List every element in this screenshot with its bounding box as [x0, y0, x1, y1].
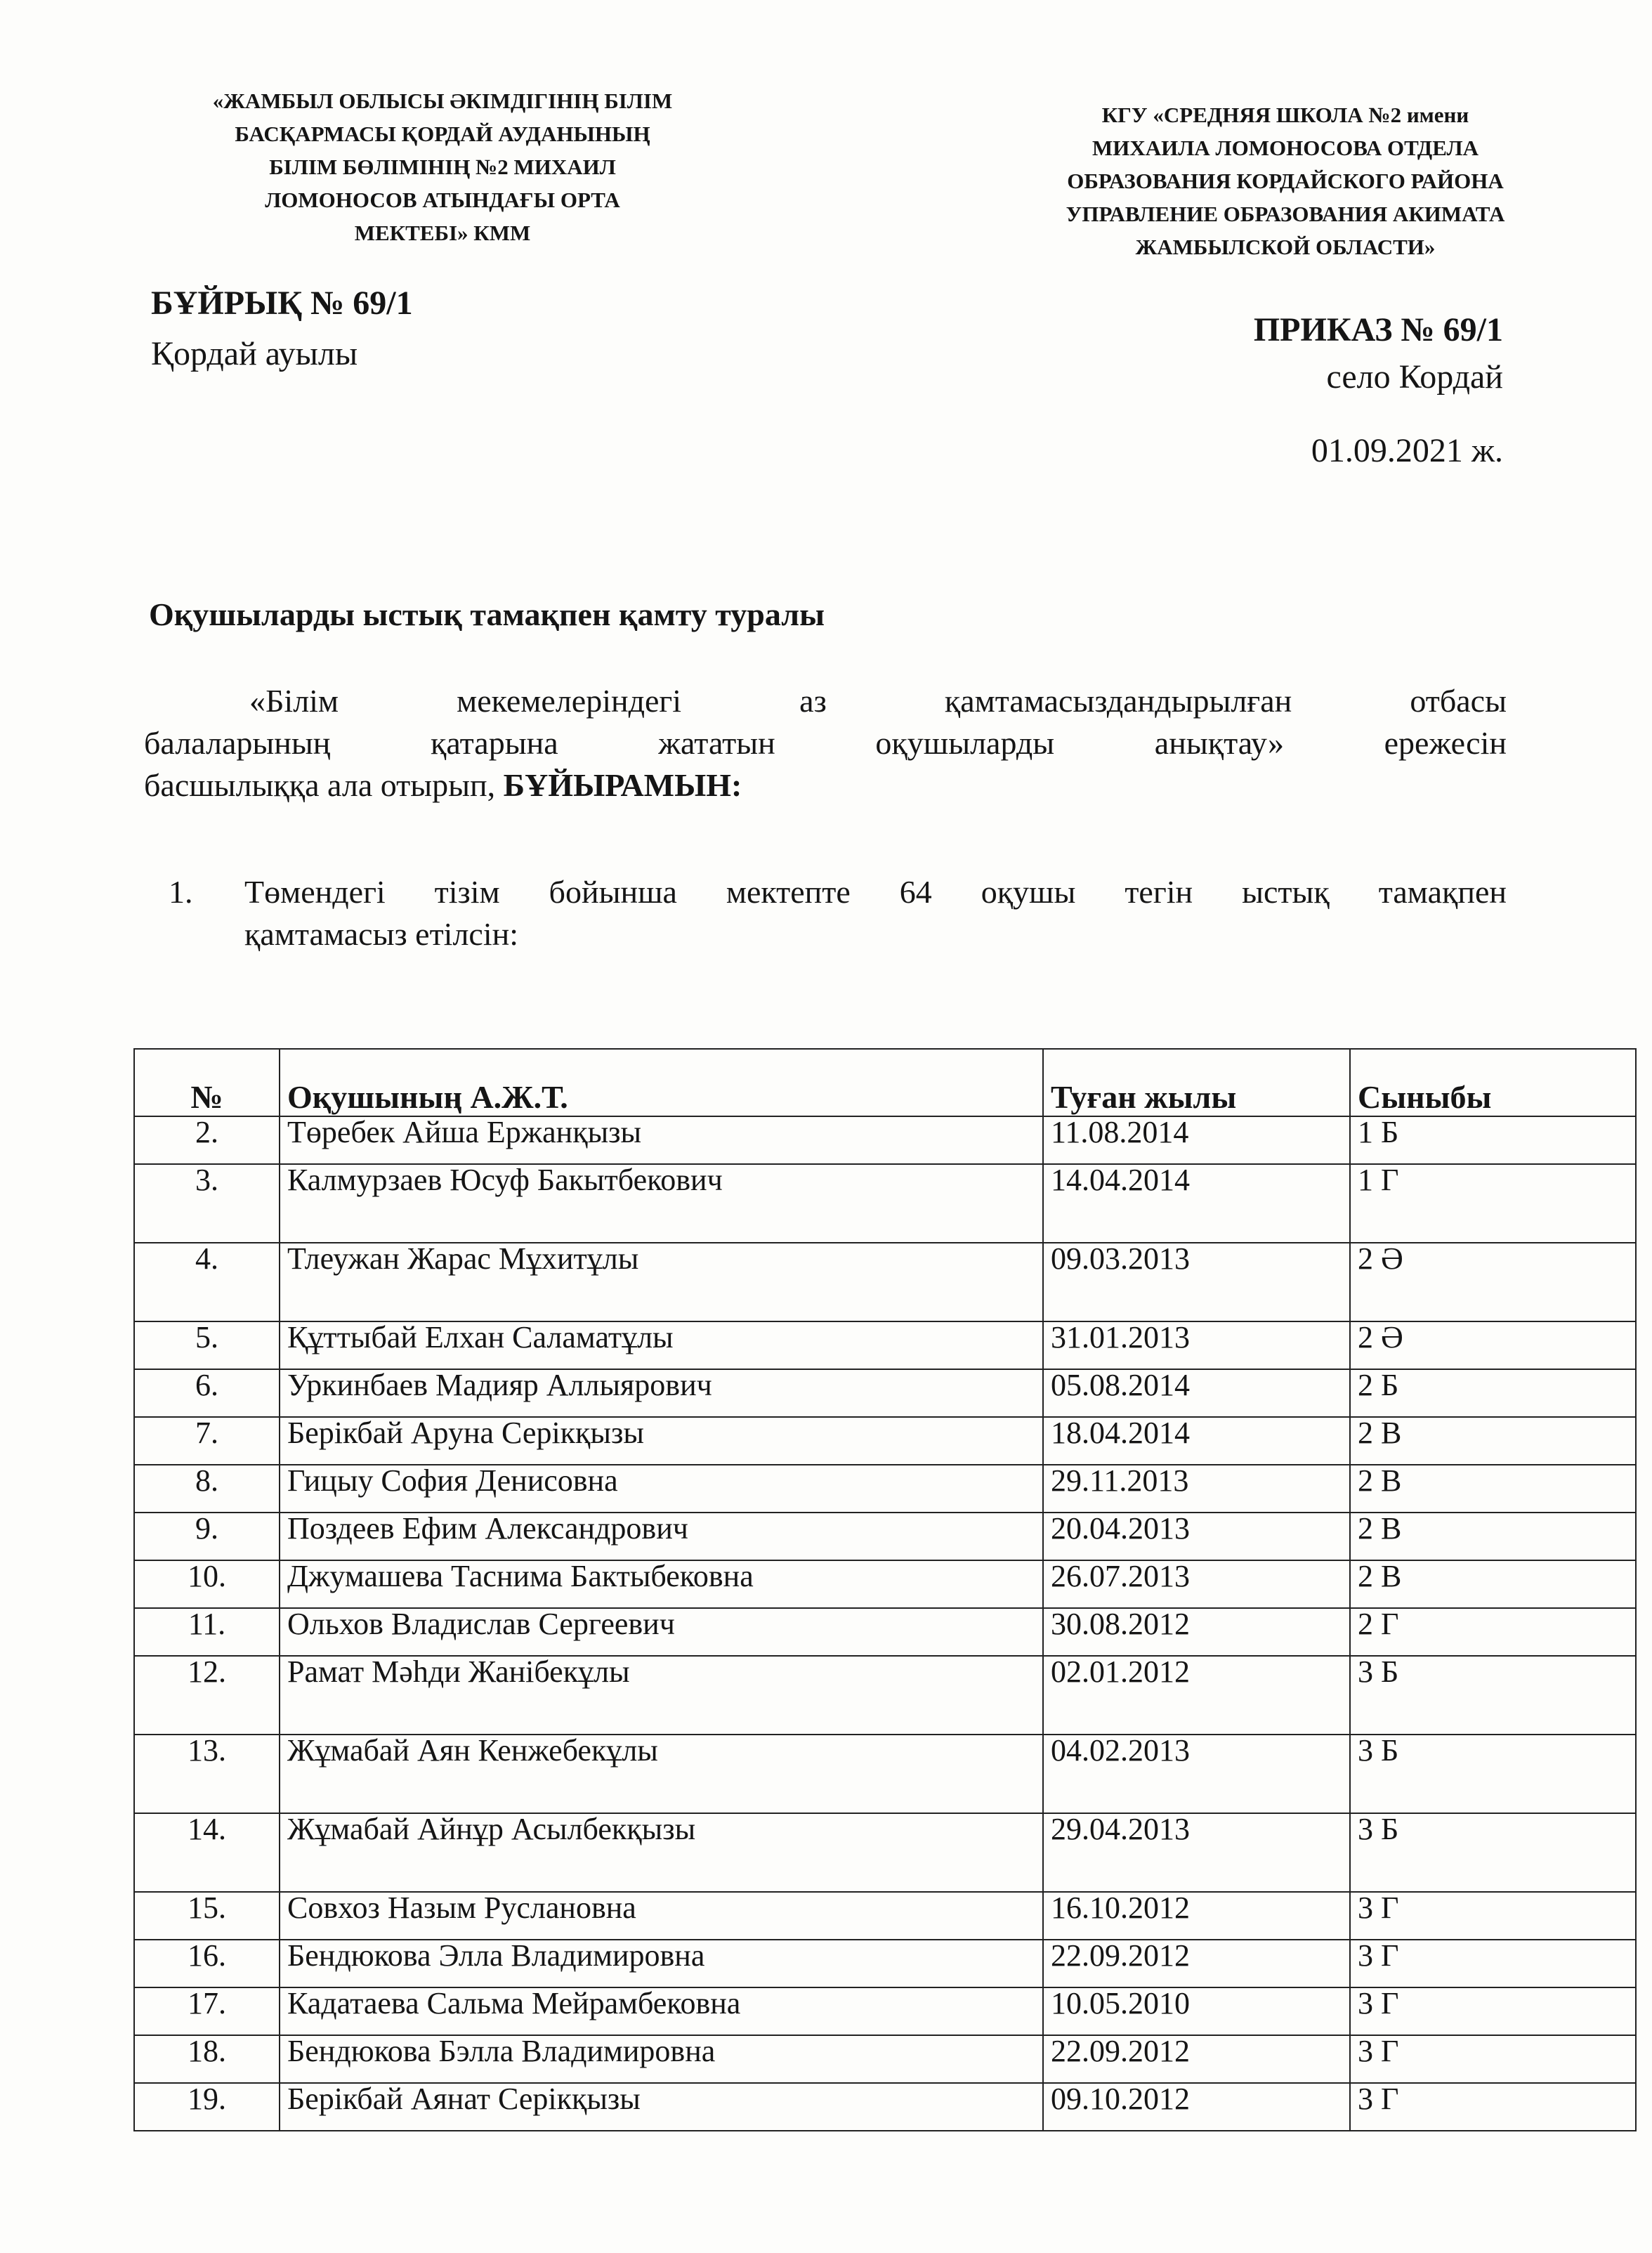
cell-class: 3 Г — [1350, 1892, 1636, 1940]
cell-name: Бендюкова Бэлла Владимировна — [280, 2035, 1043, 2083]
cell-class: 2 Б — [1350, 1369, 1636, 1417]
cell-number: 3. — [134, 1164, 280, 1243]
cell-class: 2 В — [1350, 1560, 1636, 1608]
cell-number: 17. — [134, 1987, 280, 2035]
cell-number: 11. — [134, 1608, 280, 1656]
cell-name: Рамат Мәһди Жанібекұлы — [280, 1656, 1043, 1735]
cell-number: 14. — [134, 1813, 280, 1892]
cell-name: Жұмабай Айнұр Асылбекқызы — [280, 1813, 1043, 1892]
cell-dob: 16.10.2012 — [1043, 1892, 1350, 1940]
header-right-line: ЖАМБЫЛСКОЙ ОБЛАСТИ» — [1135, 235, 1436, 259]
cell-dob: 09.10.2012 — [1043, 2083, 1350, 2131]
header-left — [140, 84, 745, 249]
cell-dob: 11.08.2014 — [1043, 1116, 1350, 1164]
table-row — [134, 1164, 1636, 1243]
header-left-line: БАСҚАРМАСЫ ҚОРДАЙ АУДАНЫНЫҢ — [235, 122, 650, 146]
cell-dob: 22.09.2012 — [1043, 1940, 1350, 1987]
cell-dob: 29.11.2013 — [1043, 1465, 1350, 1513]
table-row — [134, 1369, 1636, 1417]
header-right-line: ОБРАЗОВАНИЯ КОРДАЙСКОГО РАЙОНА — [1067, 169, 1504, 193]
cell-number: 8. — [134, 1465, 280, 1513]
cell-number: 6. — [134, 1369, 280, 1417]
cell-name: Совхоз Назым Руслановна — [280, 1892, 1043, 1940]
cell-dob: 20.04.2013 — [1043, 1513, 1350, 1560]
cell-name: Берікбай Аянат Серікқызы — [280, 2083, 1043, 2131]
cell-number: 5. — [134, 1321, 280, 1369]
cell-name: Кадатаева Сальма Мейрамбековна — [280, 1987, 1043, 2035]
table-row — [134, 1417, 1636, 1465]
cell-dob: 29.04.2013 — [1043, 1813, 1350, 1892]
table-row — [134, 1735, 1636, 1813]
cell-class: 2 Г — [1350, 1608, 1636, 1656]
cell-class: 1 Г — [1350, 1164, 1636, 1243]
header-left-line: «ЖАМБЫЛ ОБЛЫСЫ ӘКІМДІГІНІҢ БІЛІМ — [212, 89, 673, 113]
cell-name: Гицыу София Денисовна — [280, 1465, 1043, 1513]
list-item-text: Төмендегі тізім бойынша мектепте 64 оқушы тегін ыстық тамақпен қамтамасыз етілсін: — [244, 874, 1507, 952]
cell-name: Төребек Айша Ержанқызы — [280, 1116, 1043, 1164]
cell-name: Ольхов Владислав Сергеевич — [280, 1608, 1043, 1656]
cell-class: 3 Г — [1350, 2083, 1636, 2131]
column-header-class: Сыныбы — [1350, 1049, 1636, 1116]
cell-name: Құттыбай Елхан Саламатұлы — [280, 1321, 1043, 1369]
cell-number: 10. — [134, 1560, 280, 1608]
cell-name: Берікбай Аруна Серікқызы — [280, 1417, 1043, 1465]
header-right-line: КГУ «СРЕДНЯЯ ШКОЛА №2 имени — [1101, 103, 1469, 127]
table-row — [134, 2035, 1636, 2083]
cell-dob: 04.02.2013 — [1043, 1735, 1350, 1813]
table-row — [134, 1608, 1636, 1656]
intro-line: балаларының қатарына жататын оқушыларды анықтау» ережесін — [144, 725, 1507, 761]
intro-line: «Білім мекемелеріндегі аз қамтамасыздандырылған отбасы — [249, 683, 1507, 719]
cell-class: 2 В — [1350, 1465, 1636, 1513]
header-right — [969, 98, 1601, 263]
table-row — [134, 1940, 1636, 1987]
cell-name: Тлеужан Жарас Мұхитұлы — [280, 1243, 1043, 1321]
table-row — [134, 1243, 1636, 1321]
cell-number: 7. — [134, 1417, 280, 1465]
cell-class: 3 Б — [1350, 1735, 1636, 1813]
cell-class: 3 Б — [1350, 1813, 1636, 1892]
cell-class: 2 Ә — [1350, 1243, 1636, 1321]
header-left-line: ЛОМОНОСОВ АТЫНДАҒЫ ОРТА — [265, 188, 620, 212]
order-place-kz: Қордай ауылы — [151, 335, 358, 372]
table-row — [134, 1656, 1636, 1735]
cell-dob: 31.01.2013 — [1043, 1321, 1350, 1369]
header-left-line: МЕКТЕБІ» КММ — [354, 221, 531, 245]
cell-dob: 18.04.2014 — [1043, 1417, 1350, 1465]
cell-name: Поздеев Ефим Александрович — [280, 1513, 1043, 1560]
table-row — [134, 1560, 1636, 1608]
cell-number: 18. — [134, 2035, 280, 2083]
cell-number: 9. — [134, 1513, 280, 1560]
cell-number: 13. — [134, 1735, 280, 1813]
cell-dob: 02.01.2012 — [1043, 1656, 1350, 1735]
cell-number: 15. — [134, 1892, 280, 1940]
table-row — [134, 1321, 1636, 1369]
cell-dob: 14.04.2014 — [1043, 1164, 1350, 1243]
cell-number: 19. — [134, 2083, 280, 2131]
table-row — [134, 1892, 1636, 1940]
order-keyword: БҰЙЫРАМЫН: — [503, 767, 742, 803]
header-left-line: БІЛІМ БӨЛІМІНІҢ №2 МИХАИЛ — [269, 155, 616, 179]
cell-dob: 05.08.2014 — [1043, 1369, 1350, 1417]
order-place-ru: село Кордай — [1326, 358, 1503, 396]
intro-line: басшылыққа ала отырып, БҰЙЫРАМЫН: — [144, 767, 742, 803]
cell-class: 1 Б — [1350, 1116, 1636, 1164]
cell-name: Жұмабай Аян Кенжебекұлы — [280, 1735, 1043, 1813]
order-subject: Оқушыларды ыстық тамақпен қамту туралы — [149, 596, 825, 632]
cell-number: 16. — [134, 1940, 280, 1987]
table-row — [134, 1513, 1636, 1560]
header-right-line: МИХАИЛА ЛОМОНОСОВА ОТДЕЛА — [1092, 136, 1479, 160]
table-row — [134, 2083, 1636, 2131]
column-header-dob: Туған жылы — [1043, 1049, 1350, 1116]
table-row — [134, 1813, 1636, 1892]
column-header-name: Оқушының А.Ж.Т. — [280, 1049, 1043, 1116]
table-row — [134, 1987, 1636, 2035]
cell-dob: 09.03.2013 — [1043, 1243, 1350, 1321]
intro-paragraph — [144, 680, 1507, 806]
cell-number: 12. — [134, 1656, 280, 1735]
students-table — [133, 1048, 1637, 2131]
cell-name: Джумашева Таснима Бактыбековна — [280, 1560, 1043, 1608]
cell-class: 2 Ә — [1350, 1321, 1636, 1369]
list-item-number: 1. — [169, 874, 193, 910]
cell-class: 2 В — [1350, 1417, 1636, 1465]
cell-dob: 10.05.2010 — [1043, 1987, 1350, 2035]
cell-class: 3 Г — [1350, 1940, 1636, 1987]
cell-class: 3 Г — [1350, 2035, 1636, 2083]
cell-dob: 30.08.2012 — [1043, 1608, 1350, 1656]
column-header-number: № — [134, 1049, 280, 1116]
table-row — [134, 1465, 1636, 1513]
cell-dob: 26.07.2013 — [1043, 1560, 1350, 1608]
order-title-ru: ПРИКАЗ № 69/1 — [1253, 311, 1503, 348]
cell-class: 2 В — [1350, 1513, 1636, 1560]
table-row — [134, 1116, 1636, 1164]
cell-number: 2. — [134, 1116, 280, 1164]
header-right-line: УПРАВЛЕНИЕ ОБРАЗОВАНИЯ АКИМАТА — [1066, 202, 1505, 226]
table-header-row — [134, 1049, 1636, 1116]
cell-number: 4. — [134, 1243, 280, 1321]
cell-class: 3 Г — [1350, 1987, 1636, 2035]
order-title-kz: БҰЙРЫҚ № 69/1 — [151, 285, 413, 322]
cell-name: Калмурзаев Юсуф Бакытбекович — [280, 1164, 1043, 1243]
cell-name: Уркинбаев Мадияр Аллыярович — [280, 1369, 1043, 1417]
order-date: 01.09.2021 ж. — [1311, 432, 1503, 469]
cell-class: 3 Б — [1350, 1656, 1636, 1735]
cell-dob: 22.09.2012 — [1043, 2035, 1350, 2083]
cell-name: Бендюкова Элла Владимировна — [280, 1940, 1043, 1987]
